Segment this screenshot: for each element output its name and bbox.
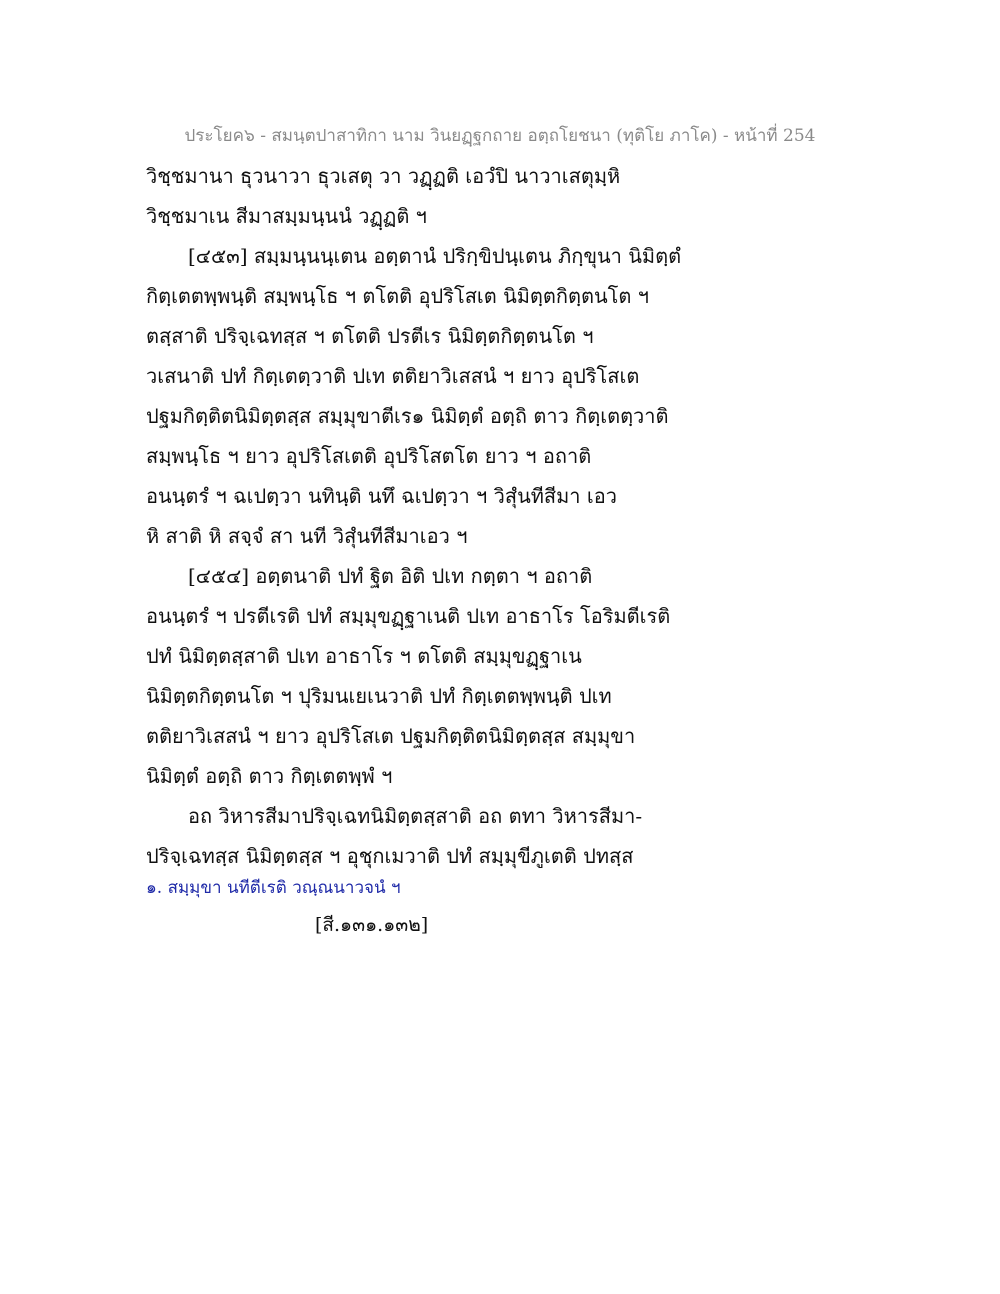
footnote: ๑. สมฺมุขา นทีตีเรติ วณฺณนาวจนํ ฯ: [146, 878, 401, 898]
page-reference: [สี.๑๓๑.๑๓๒]: [315, 914, 429, 936]
text-line: หิ สาติ หิ สจฺจํ สา นที วิสุํนทีสีมาเอว ฯ: [146, 524, 468, 548]
text-line: วิชฺชมาเน สีมาสมฺมนฺนนํ วฏฺฏติ ฯ: [146, 204, 427, 228]
text-line: ปฐมกิตฺติตนิมิตฺตสฺส สมฺมุขาตีเร๑ นิมิตฺตํ อตฺถิ ตาว กิตฺเตตฺวาติ: [146, 404, 669, 428]
text-line: วิชฺชมานา ธุวนาวา ธุวเสตุ วา วฏฺฏติ เอวํปิ นาวาเสตุมฺหิ: [146, 164, 621, 188]
text-line: อนนฺตรํ ฯ ปรตีเรติ ปทํ สมฺมุขฏฺฐาเนติ ปเท อาธาโร โอริมตีเรติ: [146, 604, 671, 628]
text-line: ปทํ นิมิตฺตสฺสาติ ปเท อาธาโร ฯ ตโตติ สมฺมุขฏฺฐาเน: [146, 644, 582, 668]
text-line: [๔๕๓] สมฺมนฺนนฺเตน อตฺตานํ ปริกฺขิปนฺเตน ภิกฺขุนา นิมิตฺตํ: [188, 244, 682, 268]
text-line: อถ วิหารสีมาปริจฺเฉทนิมิตฺตสฺสาติ อถ ตทา วิหารสีมา-: [188, 804, 643, 828]
text-line: นิมิตฺตํ อตฺถิ ตาว กิตฺเตตพฺพํ ฯ: [146, 764, 393, 788]
text-line: ปริจฺเฉทสฺส นิมิตฺตสฺส ฯ อุชุกเมวาติ ปทํ สมฺมุขีภูเตติ ปทสฺส: [146, 844, 634, 868]
text-line: วเสนาติ ปทํ กิตฺเตตฺวาติ ปเท ตติยาวิเสสนํ ฯ ยาว อุปริโสเต: [146, 364, 640, 388]
text-line: ตติยาวิเสสนํ ฯ ยาว อุปริโสเต ปฐมกิตฺติตนิมิตฺตสฺส สมฺมุขา: [146, 724, 636, 748]
text-line: สมฺพนฺโธ ฯ ยาว อุปริโสเตติ อุปริโสตโต ยาว ฯ อถาติ: [146, 444, 592, 468]
text-line: นิมิตฺตกิตฺตนโต ฯ ปุริมนเยเนวาติ ปทํ กิตฺเตตพฺพนฺติ ปเท: [146, 684, 612, 708]
text-line: กิตฺเตตพฺพนฺติ สมฺพนฺโธ ฯ ตโตติ อุปริโสเต นิมิตฺตกิตฺตนโต ฯ: [146, 284, 649, 308]
body-text: [146, 156, 866, 876]
text-line: ตสฺสาติ ปริจฺเฉทสฺส ฯ ตโตติ ปรตีเร นิมิตฺตกิตฺตนโต ฯ: [146, 324, 594, 348]
text-line: [๔๕๔] อตฺตนาติ ปทํ ฐิต อิติ ปเท กตฺตา ฯ อถาติ: [188, 564, 593, 588]
page-header: ประโยค๖ - สมนฺตปาสาทิกา นาม วินยฏฺฐกถาย อตฺถโยชนา (ทุติโย ภาโค) - หน้าที่ 254: [184, 126, 816, 146]
text-line: อนนฺตรํ ฯ ฉเปตฺวา นทินฺติ นทึ ฉเปตฺวา ฯ วิสุํนทีสีมา เอว: [146, 484, 617, 508]
